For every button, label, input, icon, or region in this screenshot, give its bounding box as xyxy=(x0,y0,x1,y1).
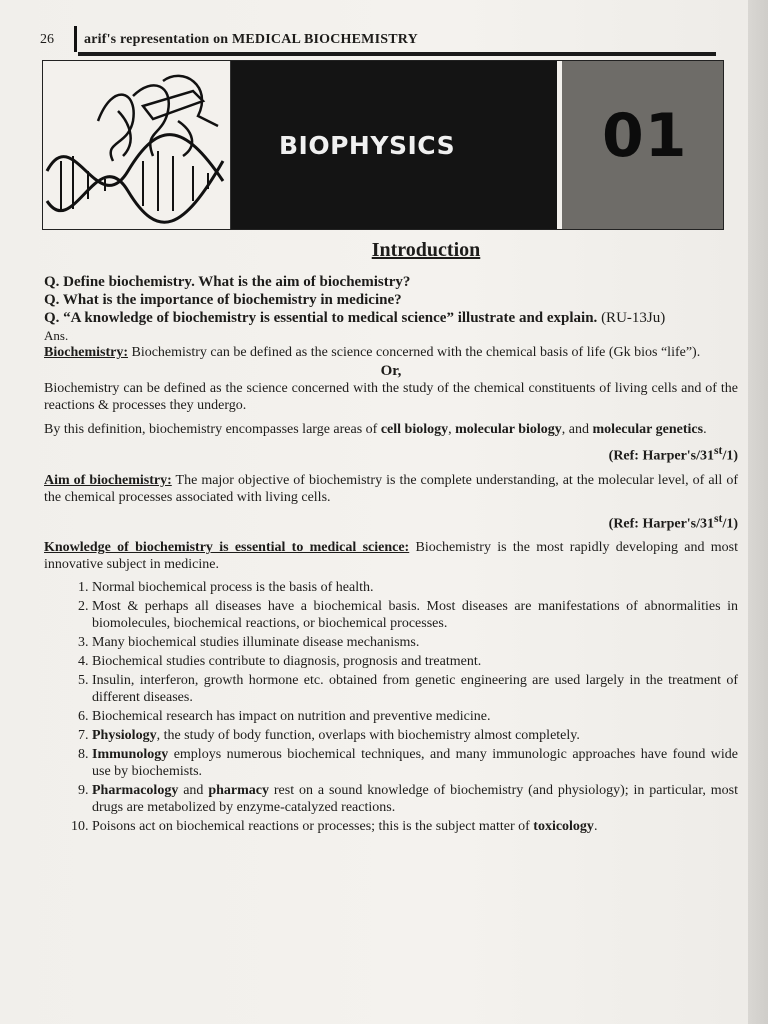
aim-term: Aim of biochemistry: xyxy=(44,472,172,488)
running-title: arif's representation on MEDICAL BIOCHEMISTRY xyxy=(84,32,418,47)
sep-1: , xyxy=(448,422,456,437)
field-molecular-genetics: molecular genetics xyxy=(592,422,704,437)
reference-2-text: (Ref: Harper's/31 xyxy=(608,516,715,532)
reference-2-sup: st xyxy=(714,511,723,525)
list-item xyxy=(92,746,738,780)
dna-protein-icon xyxy=(43,61,230,229)
toxicology-term: toxicology xyxy=(533,819,594,835)
chapter-number: 01 xyxy=(602,101,688,171)
chapter-number-panel xyxy=(562,61,723,229)
list-item: 3. Many biochemical studies illuminate disease mechanisms. xyxy=(92,634,738,651)
dna-illustration xyxy=(43,61,231,229)
importance-list xyxy=(44,579,738,835)
or-separator: Or, xyxy=(380,363,402,379)
page-edge xyxy=(748,0,768,1024)
knowledge-text: Biochemistry is the most rapidly developing and most innovative subject in medicine. xyxy=(44,540,738,573)
list-item: 4. Biochemical studies contribute to diagnosis, prognosis and treatment. xyxy=(92,653,738,670)
alt-definition: Biochemistry can be defined as the science concerned with the study of the chemical constituents of living cells and of the reactions & processes they undergo. xyxy=(44,381,738,413)
definition-paragraph xyxy=(44,344,738,361)
pharmacy-term: pharmacy xyxy=(208,783,269,799)
immunology-text: employs numerous biochemical techniques, and many immunologic approaches have found wide use by biochemists. xyxy=(92,747,738,780)
field-cell-biology: cell biology xyxy=(380,422,449,437)
section-title: Introduction xyxy=(371,239,481,261)
chapter-banner xyxy=(42,60,724,230)
aim-paragraph xyxy=(44,472,738,506)
knowledge-paragraph xyxy=(44,539,738,573)
page-content xyxy=(44,239,738,837)
encompasses-end: . xyxy=(703,422,707,437)
immunology-term: Immunology xyxy=(92,747,169,763)
physiology-term: Physiology xyxy=(92,728,157,744)
reference-1 xyxy=(44,442,738,465)
aim-text: The major objective of biochemistry is the complete understanding, at the molecular level, of all of the chemical processes associated with living cells. xyxy=(44,472,738,505)
sep-2: , and xyxy=(561,422,593,437)
question-3 xyxy=(44,309,738,327)
question-2: Q. What is the importance of biochemistry in medicine? xyxy=(44,292,402,308)
reference-2-tail: /1) xyxy=(722,516,738,532)
reference-2 xyxy=(44,510,738,533)
knowledge-term: Knowledge of biochemistry is essential to medical science: xyxy=(44,540,410,556)
reference-1-tail: /1) xyxy=(722,448,738,464)
chapter-title: BIOPHYSICS xyxy=(279,131,456,160)
question-3-text: Q. “A knowledge of biochemistry is essential to medical science” illustrate and explain. xyxy=(44,310,598,326)
header-rule xyxy=(78,52,716,56)
question-1: Q. Define biochemistry. What is the aim of biochemistry? xyxy=(44,274,411,290)
list-item: 1. Normal biochemical process is the basis of health. xyxy=(92,579,738,596)
pharmacology-and: and xyxy=(178,783,209,799)
definition-text: Biochemistry can be defined as the science concerned with the chemical basis of life (Gk bios “life”). xyxy=(127,345,701,360)
pharmacology-term: Pharmacology xyxy=(92,783,179,799)
question-tag: (RU-13Ju) xyxy=(601,310,666,326)
pharmacology-text: rest on a sound knowledge of biochemistry (and physiology); in particular, most drugs are metabolized by enzyme-catalyzed reactions. xyxy=(92,783,738,816)
toxicology-text: Poisons act on biochemical reactions or processes; this is the subject matter of xyxy=(92,819,534,835)
list-item xyxy=(92,727,738,744)
field-molecular-biology: molecular biology xyxy=(455,422,562,437)
header-divider xyxy=(74,26,77,52)
page-number: 26 xyxy=(40,32,54,47)
list-item xyxy=(92,782,738,816)
list-item xyxy=(92,818,738,835)
physiology-text: , the study of body function, overlaps with biochemistry almost completely. xyxy=(156,728,580,744)
encompasses-lead: By this definition, biochemistry encompasses large areas of xyxy=(44,422,381,437)
reference-1-text: (Ref: Harper's/31 xyxy=(608,448,715,464)
list-item: 6. Biochemical research has impact on nutrition and preventive medicine. xyxy=(92,708,738,725)
reference-1-sup: st xyxy=(714,444,723,457)
definition-term: Biochemistry: xyxy=(44,345,128,360)
toxicology-end: . xyxy=(593,819,598,835)
answer-label: Ans. xyxy=(44,328,69,343)
list-item: 2. Most & perhaps all diseases have a biochemical basis. Most diseases are manifestations of abnormalities in biomolecules, biochemical reactions, or biochemical processes. xyxy=(92,598,738,632)
list-item: 5. Insulin, interferon, growth hormone etc. obtained from genetic engineering are used largely in the treatment of different diseases. xyxy=(92,672,738,706)
encompasses-paragraph xyxy=(44,421,738,438)
